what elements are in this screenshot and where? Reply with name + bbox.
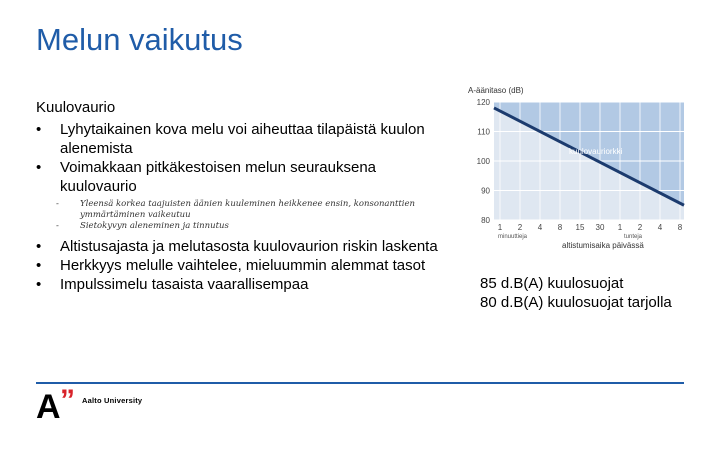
- x-tick-label: 4: [537, 223, 543, 232]
- bullet-list-top: [36, 120, 451, 196]
- x-unit-hours: tunteja: [624, 234, 643, 240]
- x-tick-label: 8: [557, 223, 563, 232]
- x-tick-label: 2: [517, 223, 523, 232]
- bullet-symbol: •: [36, 257, 42, 274]
- x-tick-label: 1: [497, 223, 503, 232]
- y-tick-label: 80: [481, 216, 490, 225]
- x-unit-minutes: minuuttieja: [498, 234, 528, 240]
- list-item: • Impulssimelu tasaista vaarallisempaa: [36, 276, 309, 293]
- y-tick-label: 90: [481, 186, 490, 196]
- bullet-symbol: •: [36, 238, 42, 255]
- note-line: 80 d.B(A) kuulosuojat tarjolla: [480, 294, 672, 311]
- footer-divider: [36, 382, 684, 384]
- section-heading: Kuulovaurio: [36, 99, 116, 116]
- x-tick-label: 1: [617, 223, 623, 232]
- x-axis-label: altistumisaika päivässä: [562, 241, 644, 250]
- aalto-logo-mark: A ”: [36, 384, 75, 426]
- content-block: [36, 98, 451, 294]
- bullet-symbol: •: [36, 159, 42, 176]
- y-tick-label: 110: [477, 127, 490, 137]
- x-tick-label: 2: [637, 223, 643, 232]
- y-tick-label: 100: [476, 157, 490, 166]
- y-axis-label: A-äänitaso (dB): [468, 86, 524, 95]
- list-item: • Altistusajasta ja melutasosta kuulovaurion riskin laskenta: [36, 238, 438, 255]
- x-tick-label: 4: [657, 223, 663, 232]
- x-tick-label: 8: [677, 223, 683, 232]
- bullet-list-bottom: [36, 237, 451, 294]
- bullet-symbol: •: [36, 121, 42, 138]
- dash-symbol: -: [56, 221, 59, 231]
- slide-title: Melun vaikutus: [36, 22, 243, 57]
- university-name: Aalto University: [82, 396, 143, 405]
- sub-bullet-list: [36, 199, 451, 232]
- list-item: • Lyhytaikainen kova melu voi aiheuttaa tilapäistä kuulon alenemista: [36, 121, 425, 157]
- x-tick-label: 15: [575, 223, 585, 232]
- sub-list-item: - Yleensä korkea taajuisten äänien kuuleminen heikkenee ensin, konsonanttien ymmärtäminen vaikeutuu: [56, 199, 416, 220]
- list-item: • Voimakkaan pitkäkestoisen melun seurauksena kuulovaurio: [36, 159, 377, 195]
- hearing-damage-chart: [466, 82, 688, 257]
- sub-list-item: - Sietokyvyn aleneminen ja tinnutus: [56, 221, 229, 231]
- list-item: • Herkkyys melulle vaihtelee, mieluummin alemmat tasot: [36, 257, 426, 274]
- bullet-symbol: •: [36, 276, 42, 293]
- aalto-logo: [36, 384, 143, 426]
- note-line: 85 d.B(A) kuulosuojat: [480, 275, 624, 292]
- dash-symbol: -: [56, 199, 59, 209]
- x-tick-label: 30: [595, 223, 605, 232]
- series-label: kuulovauriorkki: [569, 147, 623, 156]
- protection-notes: [480, 274, 672, 312]
- y-tick-label: 120: [476, 98, 490, 107]
